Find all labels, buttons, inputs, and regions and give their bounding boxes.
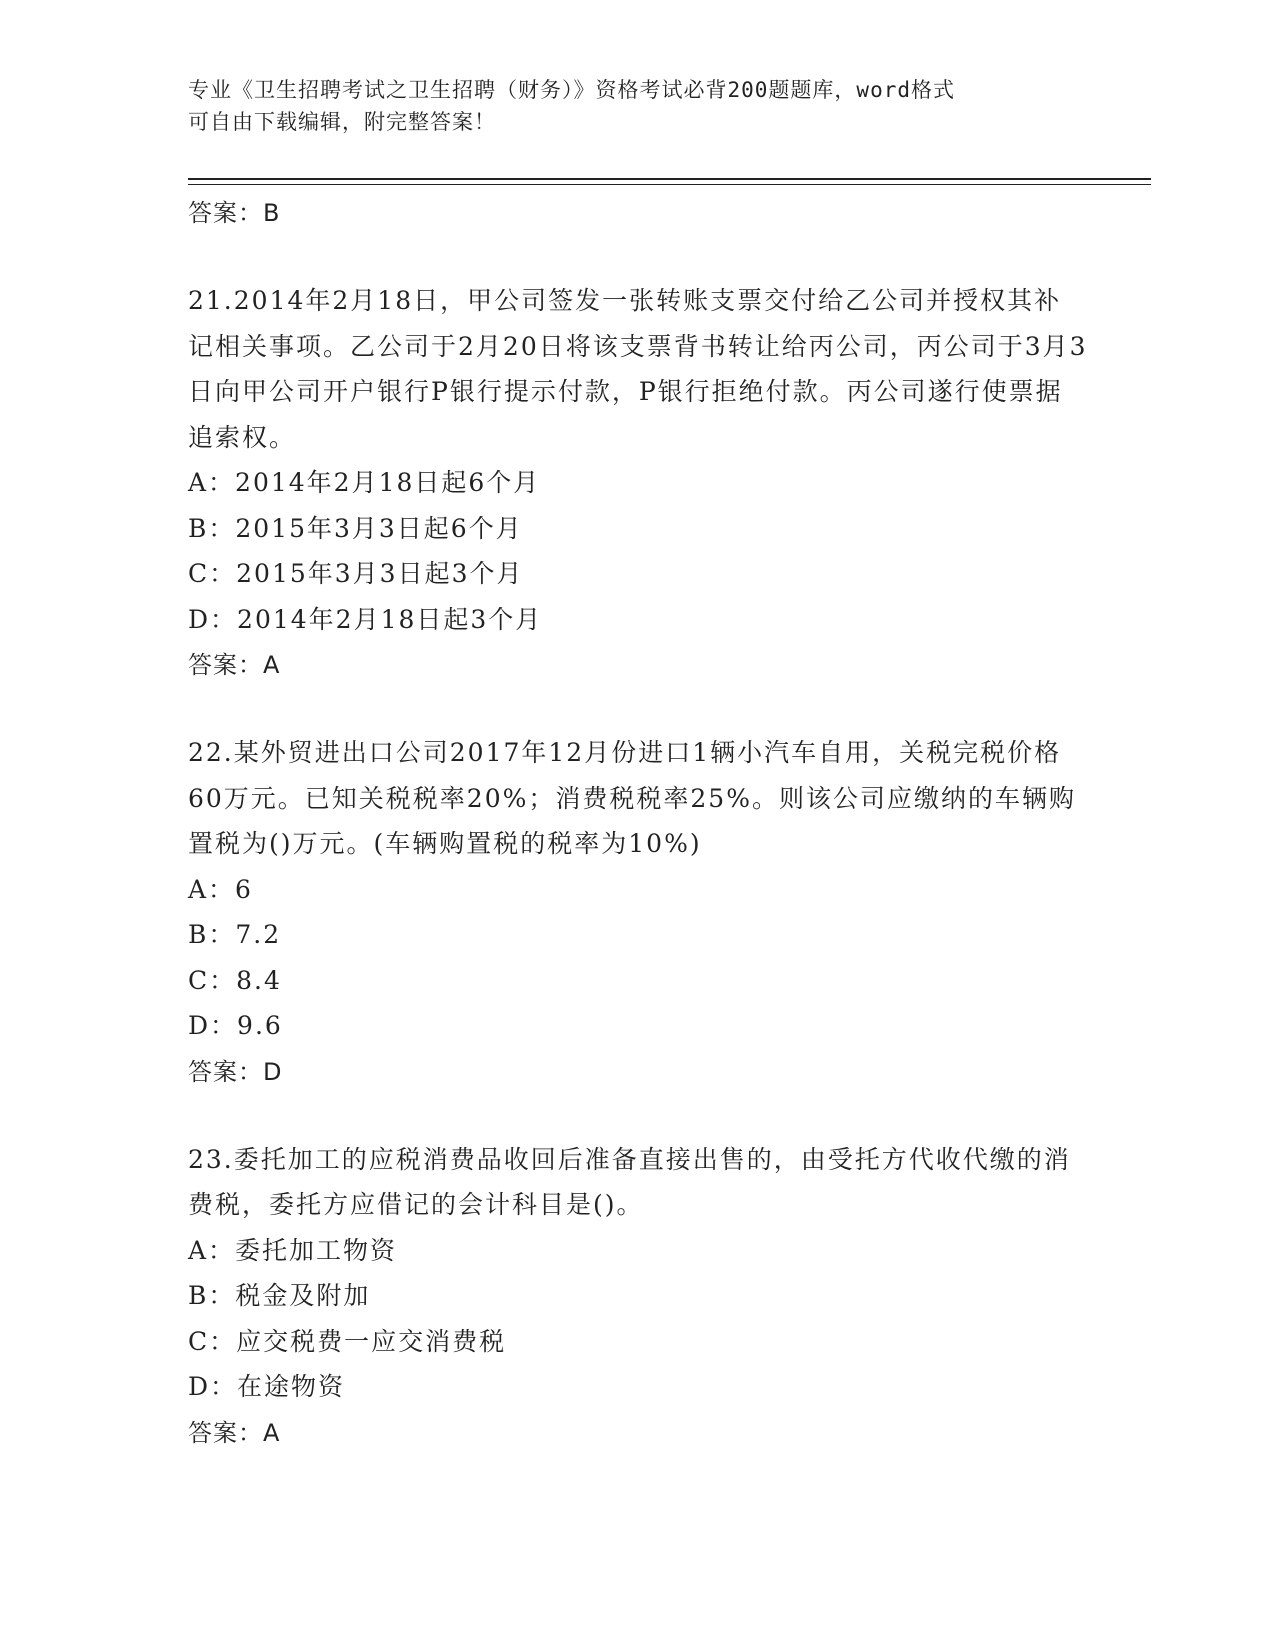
question-block-22 [188,730,1088,1095]
question-block-23 [188,1137,1088,1456]
answer-line: 答案：D [188,1057,283,1086]
option-c: C：8.4 [188,965,282,995]
option-a: A：2014年2月18日起6个月 [188,468,541,497]
option-c: C：2015年3月3日起3个月 [188,559,524,588]
previous-answer: 答案：B [188,199,281,227]
header-divider-thick [188,178,1151,180]
question-stem: 21.2014年2月18日，甲公司签发一张转账支票交付给乙公司并授权其补记相关事项。乙公司于2月20日将该支票背书转让给丙公司，丙公司于3月3日向甲公司开户银行P银行提示付款，P银行拒绝付款。丙公司遂行使票据追索权。 [188,286,1088,452]
option-c: C：应交税费一应交消费税 [188,1326,507,1356]
document-header [188,74,1088,138]
header-line-1: 专业《卫生招聘考试之卫生招聘（财务）》资格考试必背200题题库，word格式 [188,78,955,102]
option-b: B：税金及附加 [188,1281,371,1310]
question-block-21 [188,278,1088,688]
question-stem: 23.委托加工的应税消费品收回后准备直接出售的，由受托方代收代缴的消费税，委托方应借记的会计科目是()。 [188,1144,1071,1219]
answer-line: 答案：A [188,1418,281,1447]
option-d: D：在途物资 [188,1372,346,1401]
option-b: B：2015年3月3日起6个月 [188,513,523,543]
option-a: A：委托加工物资 [188,1235,398,1265]
header-divider-thin [188,184,1151,185]
option-a: A：6 [188,874,253,904]
option-d: D：2014年2月18日起3个月 [188,604,543,634]
option-d: D：9.6 [188,1011,283,1040]
answer-line: 答案：A [188,651,281,679]
header-line-2: 可自由下载编辑，附完整答案！ [188,110,496,134]
question-list [188,190,1088,1456]
option-b: B：7.2 [188,920,282,949]
question-stem: 22.某外贸进出口公司2017年12月份进口1辆小汽车自用，关税完税价格60万元。已知关税税率20%；消费税税率25%。则该公司应缴纳的车辆购置税为()万元。(车辆购置税的税率为10%) [188,738,1076,858]
